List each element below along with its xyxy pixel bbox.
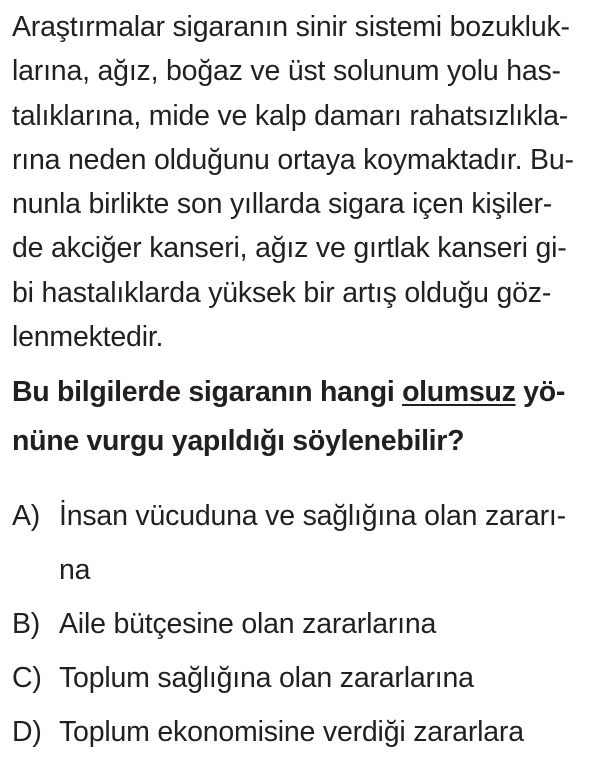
option-letter: B) xyxy=(12,608,41,640)
option-text-line: Toplum ekonomisine verdiği zararlara xyxy=(59,716,524,748)
passage-line: rına neden olduğunu ortaya koymaktadır. Bu- xyxy=(12,143,574,176)
question-line-2: nüne vurgu yapıldığı söylenebilir? xyxy=(12,425,465,457)
passage-line: lenmektedir. xyxy=(12,321,164,354)
option-a[interactable] xyxy=(12,489,602,597)
option-b[interactable] xyxy=(12,597,602,651)
underlined-keyword: olumsuz xyxy=(402,376,516,408)
option-letter: D) xyxy=(12,716,42,748)
passage-line: Araştırmalar sigaranın sinir sistemi bozukluk- xyxy=(12,11,570,43)
option-letter: C) xyxy=(12,662,42,694)
option-text xyxy=(59,489,566,597)
passage-line: talıklarına, mide ve kalp damarı rahatsızlıkla- xyxy=(12,99,569,132)
question-line-1 xyxy=(12,368,602,417)
option-text-line: Toplum sağlığına olan zararlarına xyxy=(59,662,474,694)
option-text-line: na xyxy=(59,554,91,586)
passage-line: de akciğer kanseri, ağız ve gırtlak kanseri gi- xyxy=(12,232,567,265)
passage-line: bi hastalıklarda yüksek bir artış olduğu göz- xyxy=(12,276,552,309)
passage-text xyxy=(12,5,602,359)
option-text-line: İnsan vücuduna ve sağlığına olan zararı- xyxy=(59,500,566,532)
question-stem xyxy=(12,368,602,466)
option-d[interactable] xyxy=(12,705,602,759)
question-text: yö- xyxy=(515,376,566,408)
passage-line: nunla birlikte son yıllarda sigara içen kişiler- xyxy=(12,188,553,221)
option-letter: A) xyxy=(12,500,41,532)
option-text xyxy=(59,597,436,651)
answer-options xyxy=(12,489,602,759)
option-text xyxy=(59,705,524,759)
option-c[interactable] xyxy=(12,651,602,705)
question-text: Bu bilgilerde sigaranın hangi xyxy=(12,376,403,408)
option-text-line: Aile bütçesine olan zararlarına xyxy=(59,608,437,640)
passage-line: larına, ağız, boğaz ve üst solunum yolu has- xyxy=(12,55,561,88)
option-text xyxy=(59,651,474,705)
